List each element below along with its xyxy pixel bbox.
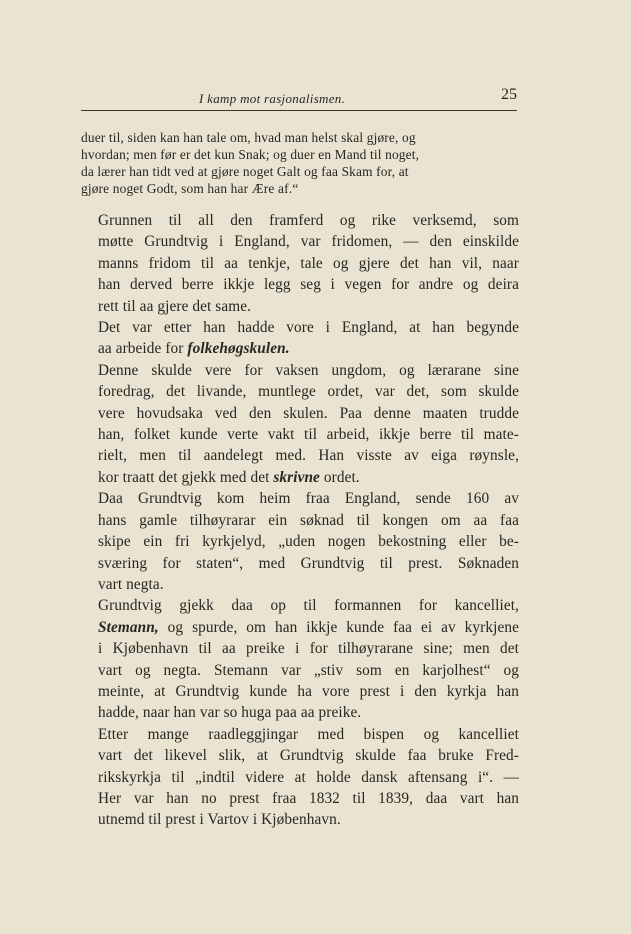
text-line: rikskyrkja til „indtil videre at holde dansk aftensang i“. —: [98, 768, 519, 786]
text-line: hvordan; men før er det kun Snak; og duer en Mand til noget,: [81, 147, 420, 162]
paragraph: [81, 724, 519, 831]
emphasis: skrivne: [273, 468, 320, 486]
text-line: Grundtvig gjekk daa op til formannen for kancelliet,: [98, 597, 519, 615]
text-line: [81, 617, 519, 638]
text-line: duer til, siden kan han tale om, hvad man helst skal gjøre, og: [81, 130, 416, 145]
text-line: hans gamle tilhøyrarar ein søknad til kongen om aa faa: [98, 511, 519, 529]
emphasis: folkehøgskulen.: [187, 340, 290, 358]
text-line: meinte, at Grundtvig kunde ha vore prest i den kyrkja han: [98, 682, 519, 700]
text-line: manns fridom til aa tenkje, tale og gjere det han vil, naar: [98, 254, 519, 272]
paragraph: [81, 595, 519, 723]
emphasis: Stemann,: [98, 618, 159, 636]
text-line: [81, 467, 519, 488]
text-line: vart negta.: [98, 575, 164, 593]
text-line: Grunnen til all den framferd og rike verksemd, som: [98, 212, 519, 229]
text-line: vart og negta. Stemann var „stiv som en karjolhest“ og: [98, 661, 519, 679]
text-run: aa arbeide for: [98, 340, 188, 358]
text-line: Her var han no prest fraa 1832 til 1839, daa vart han: [98, 789, 519, 807]
paragraph: [81, 317, 519, 360]
text-line: møtte Grundtvig i England, var fridomen, — den einskilde: [98, 233, 519, 251]
text-run: og spurde, om han ikkje kunde faa ei av kyrkjene: [158, 618, 519, 636]
text-line: da lærer han tidt ved at gjøre noget Galt og faa Skam for, at: [81, 164, 409, 179]
paragraph: [81, 360, 519, 488]
text-line: vere hovudsaka ved den skulen. Paa denne maaten trudde: [98, 404, 519, 422]
text-line: Det var etter han hadde vore i England, at han begynde: [98, 319, 519, 337]
paragraph: [81, 210, 519, 317]
text-line: han, folket kunde verte vakt til arbeid, ikkje berre til mate-: [98, 426, 519, 444]
text-line: han derved berre ikkje legg seg i vegen for andre og deira: [98, 276, 519, 294]
text-line: hadde, naar han var so huga paa aa preike.: [98, 704, 362, 722]
text-line: vart det likevel slik, at Grundtvig skulde faa bruke Fred-: [98, 747, 519, 765]
text-line: rielt, men til aandelegt med. Han visste av eiga røynsle,: [98, 447, 519, 465]
text-line: [81, 338, 519, 359]
page-body: [81, 129, 519, 831]
text-line: skipe ein fri kyrkjelyd, „uden nogen bekostning eller be-: [98, 533, 519, 551]
text-line: Denne skulde vere for vaksen ungdom, og lærarane sine: [98, 361, 519, 379]
text-line: Daa Grundtvig kom heim fraa England, sende 160 av: [98, 490, 519, 508]
running-title: I kamp mot rasjonalismen.: [199, 91, 346, 106]
paragraph: [81, 488, 519, 595]
text-line: i Kjøbenhavn til aa preike i for tilhøyrarane sine; men det: [98, 640, 519, 658]
text-line: rett til aa gjere det same.: [98, 297, 252, 315]
page-number: 25: [501, 86, 517, 103]
text-run: kor traatt det gjekk med det: [98, 468, 274, 486]
text-line: utnemd til prest i Vartov i Kjøbenhavn.: [98, 811, 341, 829]
text-line: gjøre noget Godt, som han har Ære af.“: [81, 181, 299, 196]
text-line: sværing for staten“, med Grundtvig til prest. Søknaden: [98, 554, 519, 572]
quote-paragraph: [81, 129, 519, 197]
text-line: Etter mange raadleggjingar med bispen og kancelliet: [98, 725, 519, 743]
text-line: foredrag, det livande, muntlege ordet, var det, som skulde: [98, 383, 519, 401]
running-head: [81, 86, 517, 111]
text-run: ordet.: [319, 468, 360, 486]
